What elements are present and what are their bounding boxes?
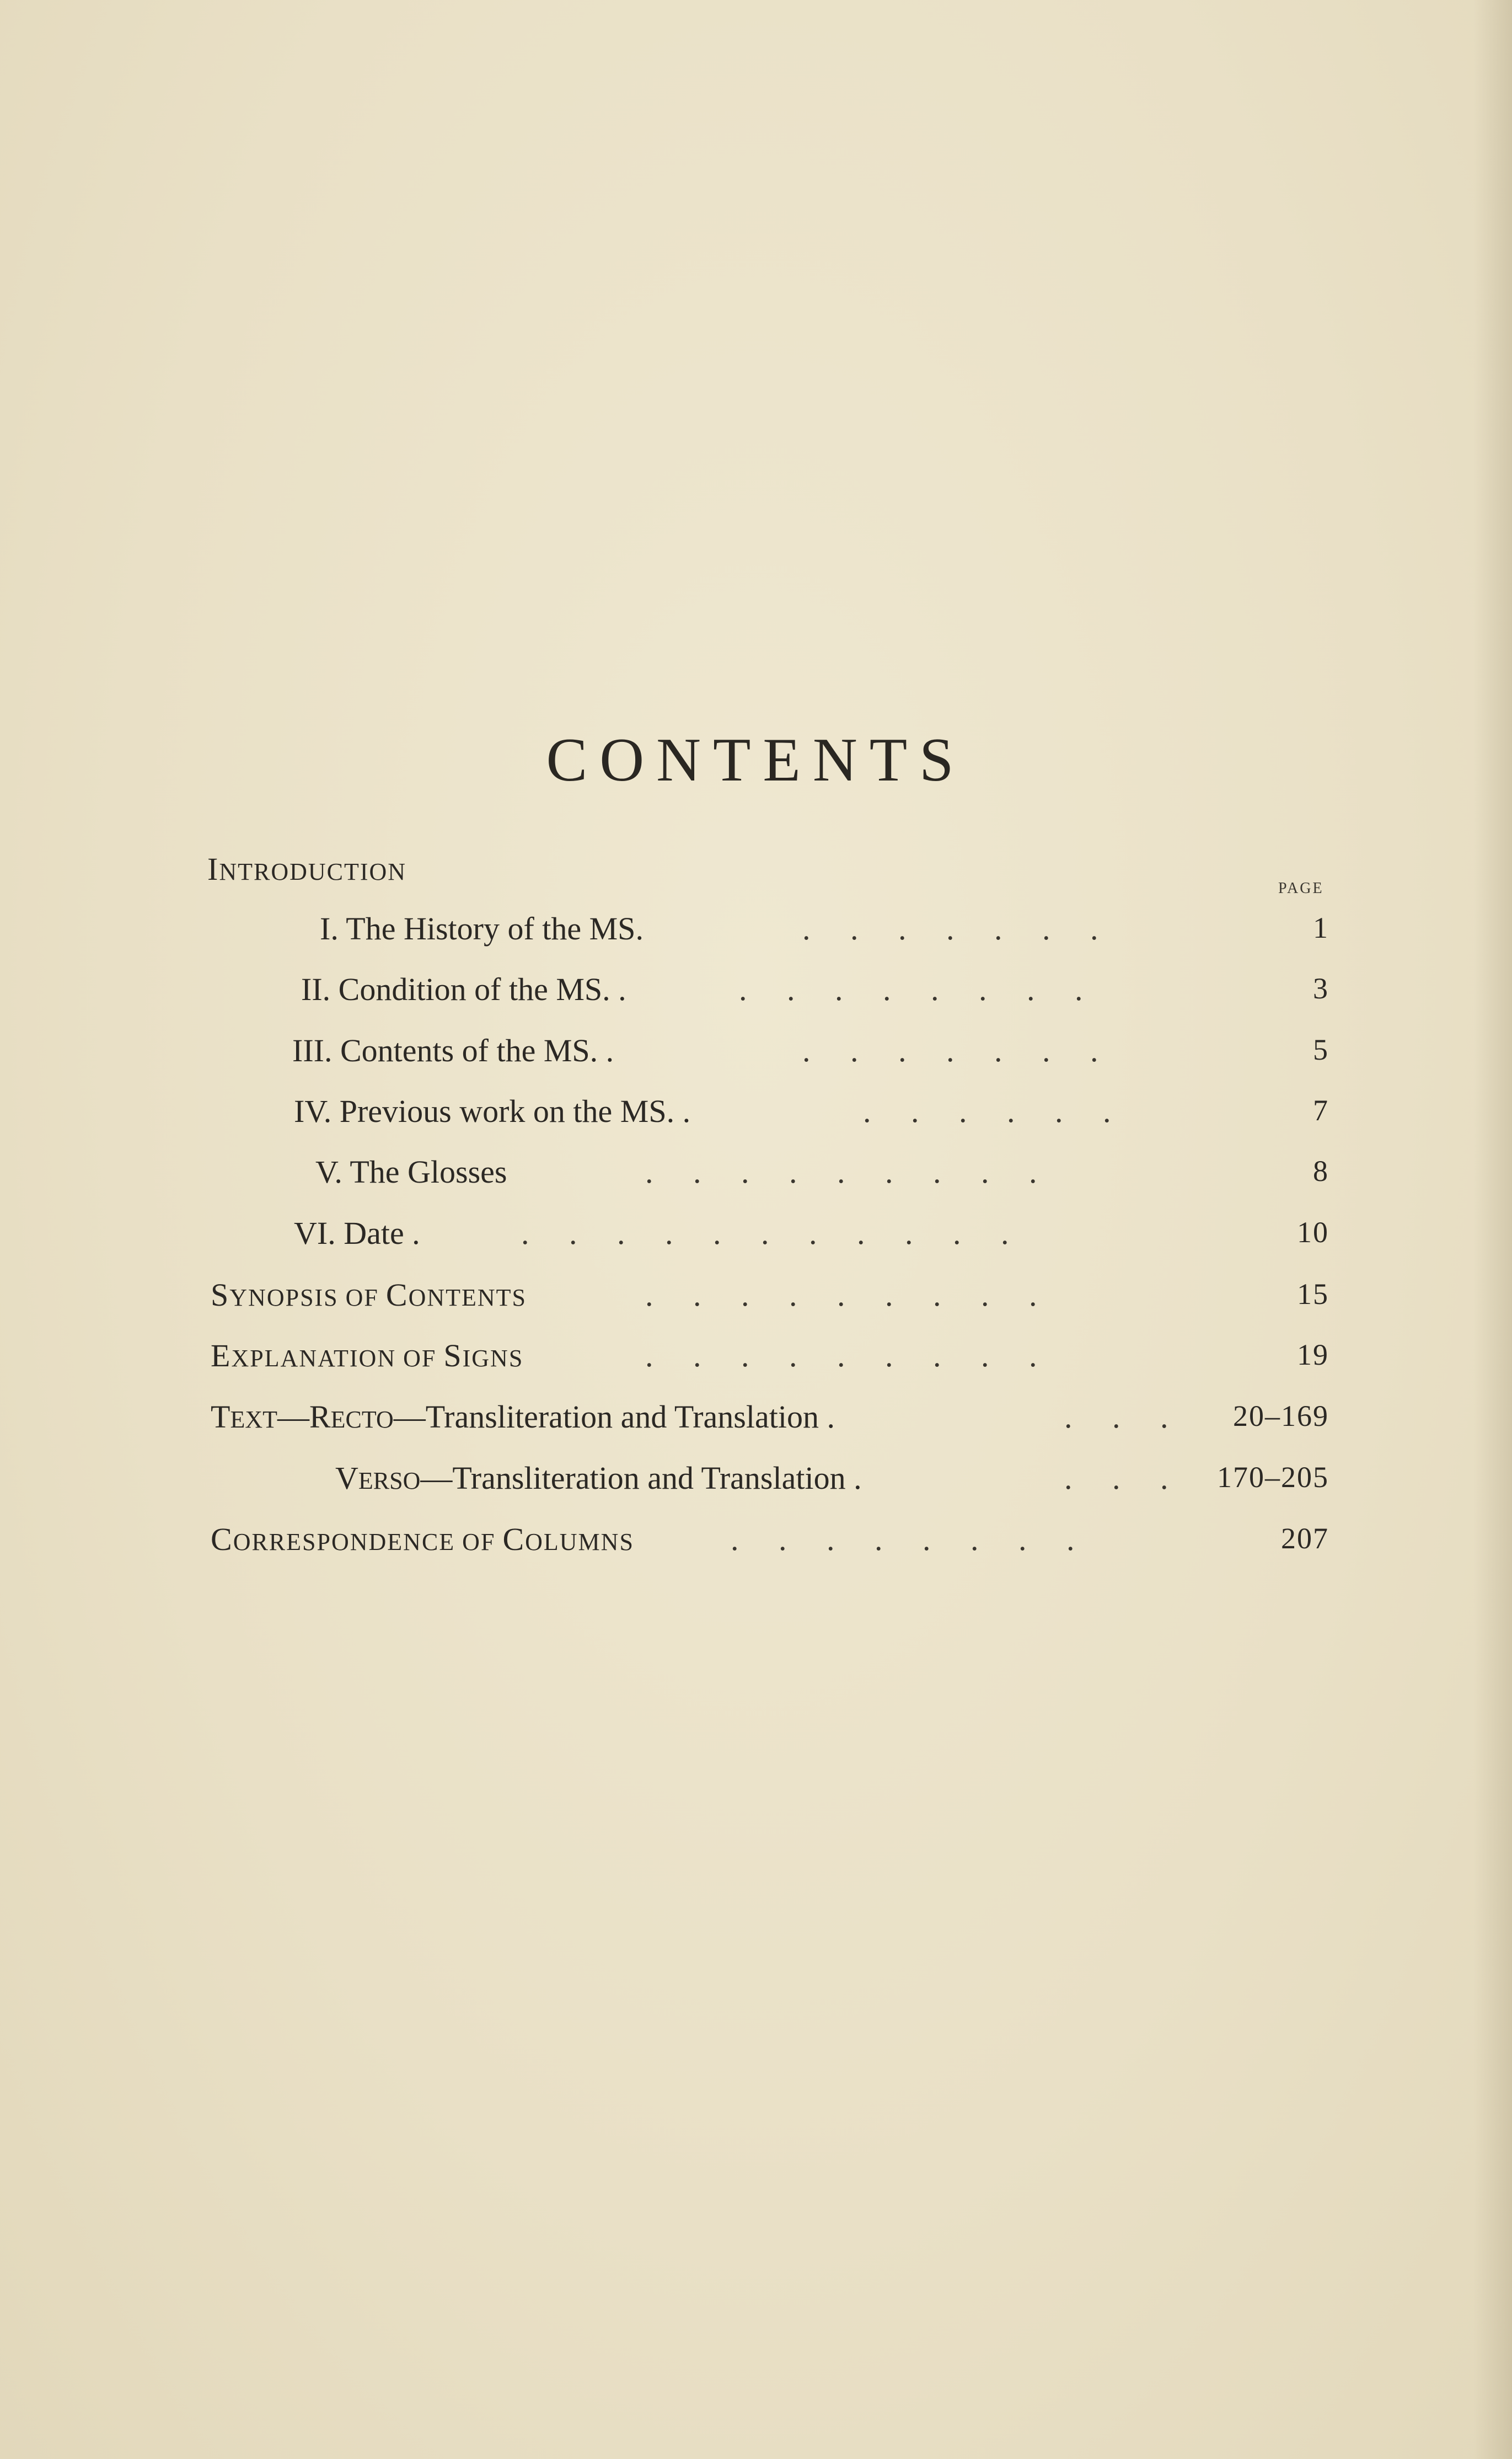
smallcaps-part: ONTENTS [408, 1284, 527, 1311]
page-column-heading: PAGE [1278, 880, 1324, 897]
toc-entry-history [0, 913, 1512, 951]
entry-page-number: 1 [1313, 911, 1329, 944]
leader-dots: . . . [1064, 1460, 1168, 1496]
entry-page-number: 170–205 [1217, 1461, 1329, 1494]
leader-dots: . . . [1064, 1399, 1168, 1435]
leader-dots: . . . . . . . . . [645, 1277, 1037, 1313]
entry-text: Transliteration and Translation . [425, 1399, 835, 1435]
entry-page-number: 7 [1313, 1094, 1329, 1127]
entry-label: V. The Glosses [315, 1154, 507, 1190]
smallcaps-part: XPLANATION OF [231, 1345, 444, 1372]
entry-label: IV. Previous work on the MS. . [294, 1093, 691, 1129]
leader-dots: . . . . . . . . . [645, 1338, 1037, 1373]
toc-entry-synopsis [0, 1279, 1512, 1318]
entry-page-number: 207 [1281, 1522, 1329, 1555]
toc-entry-contents [0, 1035, 1512, 1073]
initial: V [335, 1460, 358, 1496]
entry-label: I. The History of the MS. [320, 911, 644, 947]
toc-entry-condition [0, 971, 1512, 1012]
leader-dots: . . . . . . . . . [645, 1154, 1037, 1190]
toc-entry-verso [0, 1462, 1512, 1501]
smallcaps-part: IGNS [462, 1345, 524, 1372]
entry-label: III. Contents of the MS. . [292, 1033, 614, 1068]
entry-text: Transliteration and Translation . [452, 1460, 862, 1496]
toc-entry-date [0, 1217, 1512, 1256]
leader-dots: . . . . . . . . [739, 971, 1083, 1007]
toc-entry-correspondence [0, 1523, 1512, 1562]
smallcaps-part: OLUMNS [525, 1528, 634, 1555]
smallcaps-part: ORRESPONDENCE OF [233, 1528, 503, 1555]
entry-label [211, 1279, 527, 1311]
entry-label [335, 1462, 862, 1494]
initial: C [385, 1277, 409, 1313]
smallcaps-part: YNOPSIS OF [229, 1284, 386, 1311]
initial: C [502, 1521, 526, 1557]
entry-page-number: 5 [1313, 1033, 1329, 1066]
initial: S [443, 1338, 463, 1373]
smallcaps-part: ERSO [358, 1467, 421, 1494]
smallcaps-part: ECTO [330, 1406, 394, 1433]
leader-dots: . . . . . . . . [731, 1521, 1075, 1557]
leader-dots: . . . . . . [863, 1093, 1111, 1129]
initial: R [309, 1399, 331, 1435]
entry-page-number: 10 [1297, 1216, 1329, 1249]
initial: C [211, 1521, 233, 1557]
entry-label [211, 1401, 835, 1433]
heading-rest: NTRODUCTION [219, 858, 407, 885]
entry-page-number: 8 [1313, 1154, 1329, 1188]
entry-page-number: 15 [1297, 1277, 1329, 1311]
entry-label: II. Condition of the MS. . [301, 971, 626, 1007]
entry-page-number: 3 [1313, 972, 1329, 1005]
em-dash: — [277, 1399, 309, 1435]
leader-dots: . . . . . . . [802, 1033, 1098, 1068]
initial: T [211, 1399, 230, 1435]
page-title: CONTENTS [546, 726, 966, 794]
em-dash: — [393, 1399, 426, 1435]
toc-entry-explanation [0, 1340, 1512, 1378]
toc-entry-text-recto [0, 1401, 1512, 1440]
leader-dots: . . . . . . . . . . . [521, 1215, 1009, 1251]
initial: E [211, 1338, 232, 1373]
toc-entry-previous-work [0, 1095, 1512, 1134]
entry-label: VI. Date . [294, 1215, 420, 1251]
smallcaps-part: EXT [230, 1406, 277, 1433]
entry-label [211, 1340, 523, 1372]
initial: S [211, 1277, 230, 1313]
em-dash: — [420, 1460, 453, 1496]
heading-initial: I [207, 851, 219, 887]
toc-entry-glosses [0, 1156, 1512, 1195]
entry-page-number: 19 [1297, 1338, 1329, 1371]
entry-page-number: 20–169 [1233, 1399, 1329, 1432]
entry-label [211, 1523, 634, 1555]
section-heading-introduction [207, 853, 406, 885]
leader-dots: . . . . . . . [802, 911, 1098, 947]
